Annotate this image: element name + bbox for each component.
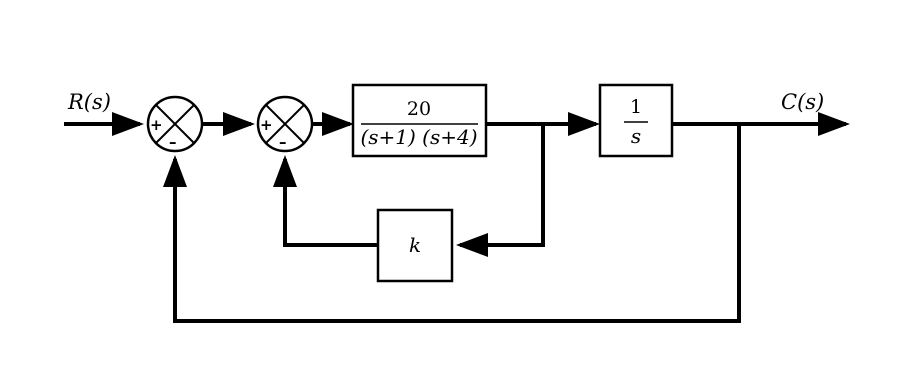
output-signal-label: C(s) (781, 90, 825, 114)
feedback-gain-label: k (408, 233, 422, 257)
sj1-minus-sign: – (169, 133, 177, 151)
integrator-denominator: s (630, 124, 642, 148)
summing-junction-1 (148, 97, 202, 151)
plant-block (353, 85, 486, 156)
plant-numerator: 20 (406, 98, 432, 120)
sj2-minus-sign: – (279, 133, 287, 151)
sj2-plus-sign: + (260, 116, 273, 134)
plant-denominator: (s+1) (s+4) (360, 125, 478, 149)
inner-feedback-to-sj2-wire (285, 159, 377, 245)
sj1-plus-sign: + (150, 116, 163, 134)
summing-junction-2 (258, 97, 312, 151)
feedback-gain-block (378, 210, 452, 281)
input-signal-label: R(s) (68, 90, 111, 114)
integrator-block (600, 85, 672, 156)
integrator-numerator: 1 (629, 96, 643, 118)
